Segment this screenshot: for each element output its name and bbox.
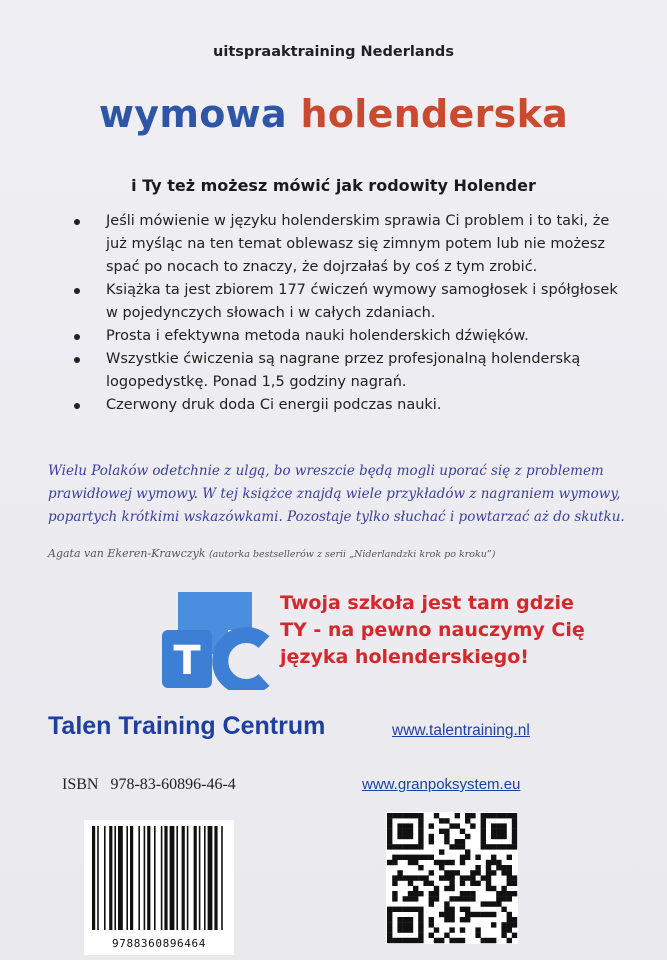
list-item xyxy=(66,279,626,325)
list-item-text: Czerwony druk doda Ci energii podczas nauki. xyxy=(106,397,442,413)
brand-name: Talen Training Centrum xyxy=(48,712,326,740)
brand-url-link[interactable]: www.talentraining.nl xyxy=(392,722,530,739)
barcode-icon xyxy=(84,820,234,955)
slogan-line: Twoja szkoła jest tam gdzie xyxy=(280,592,574,614)
author-note: (autorka bestsellerów z serii „Niderlandzki krok po kroku”) xyxy=(208,549,496,560)
list-item xyxy=(66,210,626,279)
bullet-icon xyxy=(74,219,80,225)
bullet-icon xyxy=(74,403,80,409)
series-label: uitspraaktraining Nederlands xyxy=(213,44,454,60)
author-name: Agata van Ekeren-Krawczyk xyxy=(48,547,206,560)
bullet-icon xyxy=(74,334,80,340)
list-item xyxy=(66,325,626,348)
list-item-text: Wszystkie ćwiczenia są nagrane przez profesjonalną holenderską logopedystkę. Ponad 1,5 godziny nagrań. xyxy=(106,351,581,390)
book-title xyxy=(0,92,667,136)
isbn xyxy=(62,776,236,794)
list-item-text: Jeśli mówienie w języku holenderskim sprawia Ci problem i to taki, że już myśląc na ten temat oblewasz się zimnym potem lub nie możesz spać po nocach to znaczy, że dojrzałaś by coś z tym zrobić. xyxy=(106,213,610,275)
title-word-1: wymowa xyxy=(98,92,288,136)
feature-list xyxy=(66,210,626,417)
isbn-label: ISBN xyxy=(62,776,99,793)
slogan xyxy=(280,590,650,671)
website-link[interactable]: www.granpoksystem.eu xyxy=(362,776,521,793)
list-item xyxy=(66,348,626,394)
slogan-line: TY - na pewno nauczymy Cię xyxy=(280,619,585,641)
title-word-2: holenderska xyxy=(300,92,569,136)
list-item-text: Książka ta jest zbiorem 177 ćwiczeń wymowy samogłosek i spółgłosek w pojedynczych słowach i w całych zdaniach. xyxy=(106,282,618,321)
testimonial-quote: Wielu Polaków odetchnie z ulgą, bo wreszcie będą mogli uporać się z problemem prawidłowej wymowy. W tej książce znajdą wiele przykładów z nagraniem wymowy, popartych krótkimi wskazówkami. Pozostaje tylko słuchać i powtarzać aż do skutku. xyxy=(48,463,625,525)
list-item-text: Prosta i efektywna metoda nauki holenderskich dźwięków. xyxy=(106,328,529,344)
bullet-icon xyxy=(74,357,80,363)
ttc-logo-icon xyxy=(160,590,270,690)
tagline: i Ty też możesz mówić jak rodowity Holender xyxy=(131,176,536,195)
slogan-line: języka holenderskiego! xyxy=(280,646,529,668)
svg-text:T: T xyxy=(173,638,201,684)
bullet-icon xyxy=(74,288,80,294)
quote-attribution xyxy=(48,547,495,560)
barcode-digits: 9788360896464 xyxy=(112,937,206,950)
list-item xyxy=(66,394,626,417)
qr-code-icon xyxy=(386,812,518,944)
isbn-number: 978-83-60896-46-4 xyxy=(110,776,236,793)
